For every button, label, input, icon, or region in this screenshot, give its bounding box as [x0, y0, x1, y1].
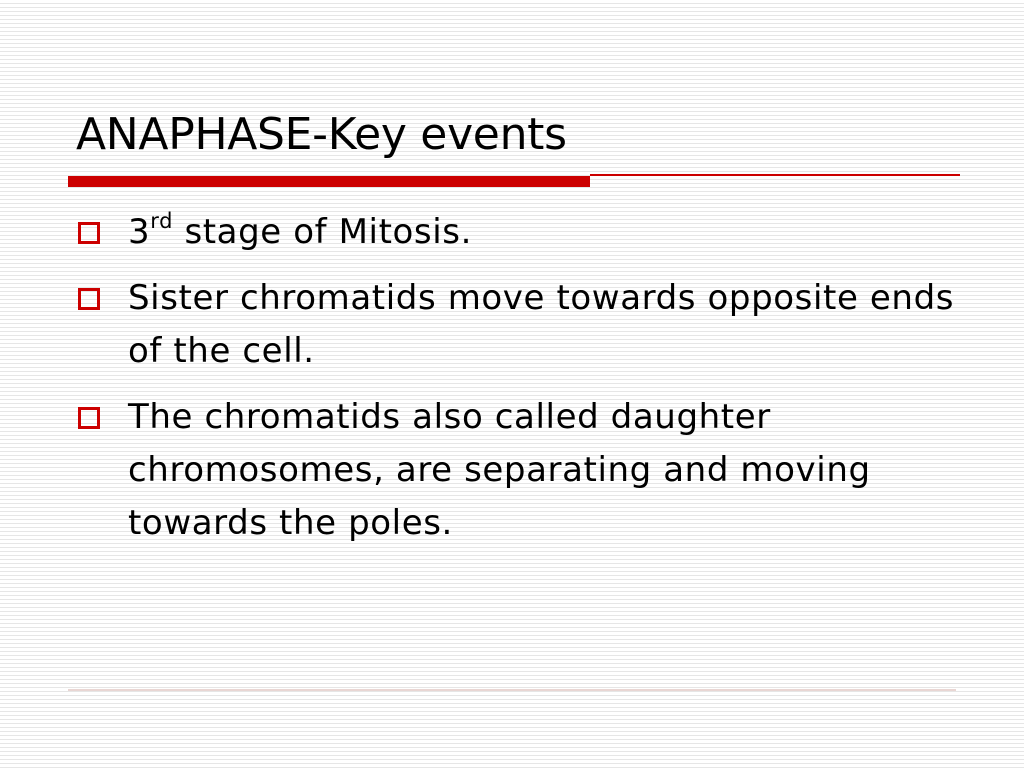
bullet-item-stage [76, 206, 976, 259]
bullet-text-sister-chromatids: Sister chromatids move towards opposite ends of the cell. [128, 278, 955, 371]
stage-description: stage of Mitosis. [173, 212, 473, 252]
footer-divider [68, 689, 956, 691]
slide-title: ANAPHASE-Key events [76, 109, 567, 160]
title-underline [68, 173, 960, 187]
bullet-text-daughter-chromosomes: The chromatids also called daughter chromosomes, are separating and moving towards the poles. [128, 397, 871, 543]
hollow-square-bullet-icon [78, 222, 100, 244]
bullet-item-sister-chromatids [76, 272, 976, 378]
stage-ordinal-suffix: rd [150, 208, 174, 233]
hollow-square-bullet-icon [78, 288, 100, 310]
bullet-text-stage [128, 208, 473, 252]
bullet-item-daughter-chromosomes [76, 391, 976, 550]
bullet-list [76, 206, 976, 563]
title-underline-thick [68, 176, 590, 187]
hollow-square-bullet-icon [78, 407, 100, 429]
stage-number: 3 [128, 212, 151, 252]
title-underline-thin [590, 174, 960, 176]
